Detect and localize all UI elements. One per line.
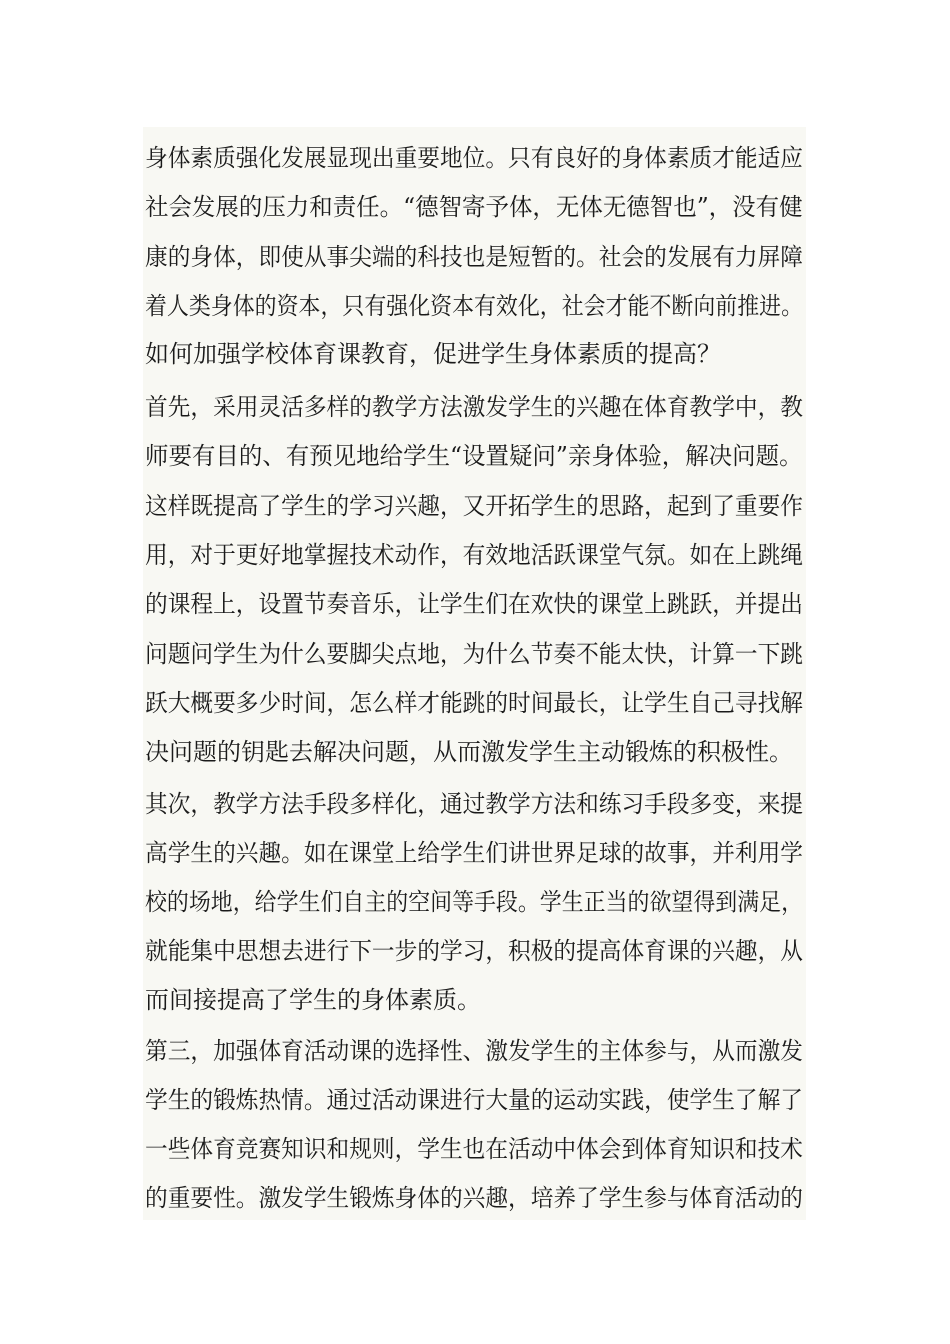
text-line: 其次，教学方法手段多样化，通过教学方法和练习手段多变，来提 xyxy=(145,790,803,818)
text-line: 用，对于更好地掌握技术动作，有效地活跃课堂气氛。如在上跳绳 xyxy=(145,541,803,569)
text-block xyxy=(143,127,806,1220)
text-line: 跃大概要多少时间，怎么样才能跳的时间最长，让学生自己寻找解 xyxy=(145,689,803,717)
text-line: 首先，采用灵活多样的教学方法激发学生的兴趣在体育教学中，教 xyxy=(145,393,803,421)
text-line: 的课程上，设置节奏音乐，让学生们在欢快的课堂上跳跃，并提出 xyxy=(145,590,803,618)
text-line: 第三，加强体育活动课的选择性、激发学生的主体参与，从而激发 xyxy=(145,1037,803,1065)
text-line: 学生的锻炼热情。通过活动课进行大量的运动实践，使学生了解了 xyxy=(145,1086,803,1114)
text-line: 着人类身体的资本，只有强化资本有效化，社会才能不断向前推进。 xyxy=(145,292,803,320)
text-line: 康的身体，即使从事尖端的科技也是短暂的。社会的发展有力屏障 xyxy=(145,243,803,271)
text-line: 这样既提高了学生的学习兴趣，又开拓学生的思路，起到了重要作 xyxy=(145,492,803,520)
text-line: 的重要性。激发学生锻炼身体的兴趣，培养了学生参与体育活动的 xyxy=(145,1184,803,1212)
text-line: 一些体育竞赛知识和规则，学生也在活动中体会到体育知识和技术 xyxy=(145,1135,803,1163)
text-line: 决问题的钥匙去解决问题，从而激发学生主动锻炼的积极性。 xyxy=(145,738,793,766)
text-line: 师要有目的、有预见地给学生“设置疑问”亲身体验，解决问题。 xyxy=(145,442,803,470)
text-line: 就能集中思想去进行下一步的学习，积极的提高体育课的兴趣，从 xyxy=(145,937,803,965)
text-line: 高学生的兴趣。如在课堂上给学生们讲世界足球的故事，并利用学 xyxy=(145,839,803,867)
text-line: 问题问学生为什么要脚尖点地，为什么节奏不能太快，计算一下跳 xyxy=(145,640,803,668)
text-line: 如何加强学校体育课教育，促进学生身体素质的提高？ xyxy=(145,340,721,368)
text-line: 校的场地，给学生们自主的空间等手段。学生正当的欲望得到满足， xyxy=(145,888,803,916)
text-line: 社会发展的压力和责任。“德智寄予体，无体无德智也”，没有健 xyxy=(145,193,803,221)
text-line: 而间接提高了学生的身体素质。 xyxy=(145,986,481,1014)
text-line: 身体素质强化发展显现出重要地位。只有良好的身体素质才能适应 xyxy=(145,144,803,172)
